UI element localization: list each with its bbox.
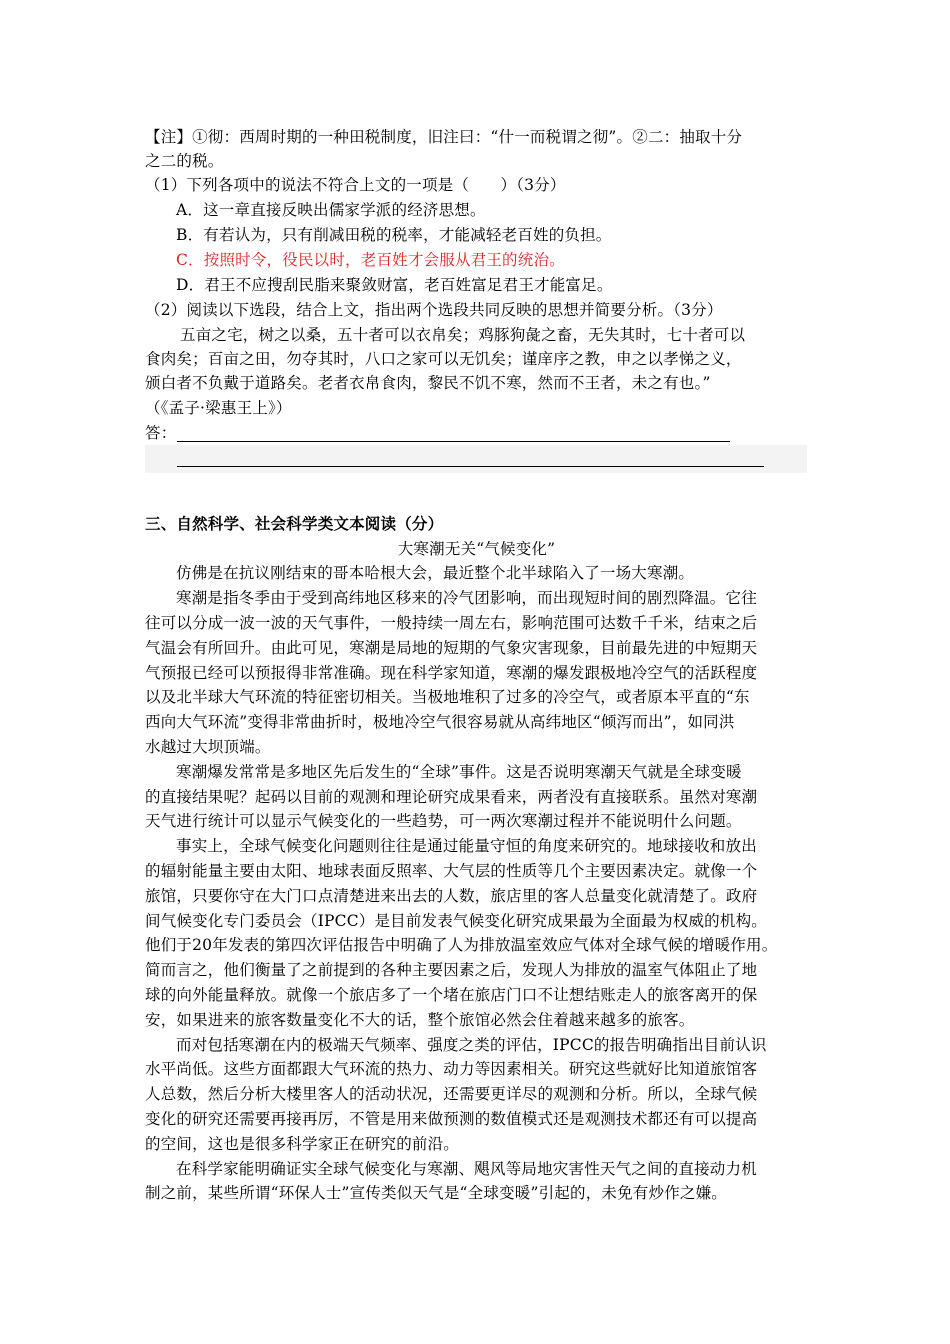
quote-line-2: 食肉矣；百亩之田，勿夺其时，八口之家可以无饥矣；谨庠序之教，申之以孝悌之义， [145, 350, 742, 368]
paragraph-line: 气温会有所回升。由此可见，寒潮是局地的短期的气象灾害现象，目前最先进的中短期天 [145, 639, 758, 657]
paragraph-line: 仿佛是在抗议刚结束的哥本哈根大会，最近整个北半球陷入了一场大寒潮。 [176, 564, 695, 582]
question-1-option-b: B．有若认为，只有削减田税的税率，才能减轻老百姓的负担。 [176, 226, 612, 244]
paragraph-line: 的直接结果呢？起码以目前的观测和理论研究成果看来，两者没有直接联系。虽然对寒潮 [145, 788, 758, 806]
answer-area-shading [145, 445, 807, 473]
paragraph-line: 水平尚低。这些方面都跟大气环流的热力、动力等因素相关。研究这些就好比知道旅馆客 [145, 1060, 758, 1078]
paragraph-line: 寒潮爆发常常是多地区先后发生的“全球”事件。这是否说明寒潮天气就是全球变暖 [176, 763, 742, 781]
paragraph-line: 寒潮是指冬季由于受到高纬地区移来的冷气团影响，而出现短时间的剧烈降温。它往 [176, 589, 757, 607]
paragraph-line: 事实上，全球气候变化问题则往往是通过能量守恒的角度来研究的。地球接收和放出 [176, 837, 757, 855]
answer-line-2[interactable] [177, 466, 764, 467]
paragraph-line: 西向大气环流”变得非常曲折时，极地冷空气很容易就从高纬地区“倾泻而出”，如同洪 [145, 713, 735, 731]
quote-line-3: 颁白者不负戴于道路矣。老者衣帛食肉，黎民不饥不寒，然而不王者，未之有也。” [145, 374, 711, 392]
paragraph-line: 间气候变化专门委员会（IPCC）是目前发表气候变化研究成果最为全面最为权威的机构。 [145, 912, 767, 930]
paragraph-line: 安，如果进来的旅客数量变化不大的话，整个旅馆必然会住着越来越多的旅客。 [145, 1011, 695, 1029]
paragraph-line: 变化的研究还需要再接再厉，不管是用来做预测的数值模式还是观测技术都还有可以提高 [145, 1110, 758, 1128]
paragraph-line: 天气进行统计可以显示气候变化的一些趋势，可一两次寒潮过程并不能说明什么问题。 [145, 812, 742, 830]
answer-label: 答： [145, 424, 177, 442]
quote-line-1: 五亩之宅，树之以桑，五十者可以衣帛矣；鸡豚狗彘之畜，无失其时，七十者可以 [180, 326, 746, 344]
section-3-heading: 三、自然科学、社会科学类文本阅读（分） [145, 514, 444, 533]
question-1-option-a: A．这一章直接反映出儒家学派的经济思想。 [176, 201, 486, 219]
question-2-stem: （2）阅读以下选段，结合上文，指出两个选段共同反映的思想并简要分析。（3分） [145, 301, 723, 319]
paragraph-line: 水越过大坝顶端。 [145, 738, 271, 756]
paragraph-line: 简而言之，他们衡量了之前提到的各种主要因素之后，发现人为排放的温室气体阻止了地 [145, 961, 758, 979]
paragraph-line: 的空间，这也是很多科学家正在研究的前沿。 [145, 1135, 460, 1153]
paragraph-line: 往可以分成一波一波的天气事件，一般持续一周左右，影响范围可达数千千米，结束之后 [145, 614, 758, 632]
paragraph-line: 旅馆，只要你守在大门口点清楚进来出去的人数，旅店里的客人总量变化就清楚了。政府 [145, 887, 758, 905]
paragraph-line: 球的向外能量释放。就像一个旅店多了一个堵在旅店门口不让想结账走人的旅客离开的保 [145, 986, 758, 1004]
article-title: 大寒潮无关“气候变化” [397, 540, 556, 558]
question-1-stem: （1）下列各项中的说法不符合上文的一项是（ ）（3分） [145, 176, 566, 194]
paragraph-line: 气预报已经可以预报得非常准确。现在科学家知道，寒潮的爆发跟极地冷空气的活跃程度 [145, 664, 758, 682]
question-1-option-c: C．按照时令，役民以时，老百姓才会服从君王的统治。 [176, 251, 565, 269]
paragraph-line: 制之前，某些所谓“环保人士”宣传类似天气是“全球变暖”引起的，未免有炒作之嫌。 [145, 1184, 727, 1202]
note-line-2: 之二的税。 [145, 152, 224, 170]
paragraph-line: 在科学家能明确证实全球气候变化与寒潮、飓风等局地灾害性天气之间的直接动力机 [176, 1160, 757, 1178]
paragraph-line: 而对包括寒潮在内的极端天气频率、强度之类的评估，IPCC的报告明确指出目前认识 [176, 1036, 767, 1054]
quote-source: （《孟子·梁惠王上》） [145, 399, 292, 417]
question-1-option-d: D．君王不应搜刮民脂来聚敛财富，老百姓富足君王才能富足。 [176, 276, 613, 294]
note-line-1: 【注】①彻：西周时期的一种田税制度，旧注曰：“什一而税谓之彻”。②二：抽取十分 [145, 128, 743, 146]
answer-line-1[interactable] [177, 441, 730, 442]
paragraph-line: 人总数，然后分析大楼里客人的活动状况，还需要更详尽的观测和分析。所以，全球气候 [145, 1085, 758, 1103]
paragraph-line: 他们于20年发表的第四次评估报告中明确了人为排放温室效应气体对全球气候的增暖作用。 [145, 936, 778, 954]
paragraph-line: 的辐射能量主要由太阳、地球表面反照率、大气层的性质等几个主要因素决定。就像一个 [145, 862, 758, 880]
paragraph-line: 以及北半球大气环流的特征密切相关。当极地堆积了过多的冷空气，或者原本平直的“东 [145, 688, 750, 706]
